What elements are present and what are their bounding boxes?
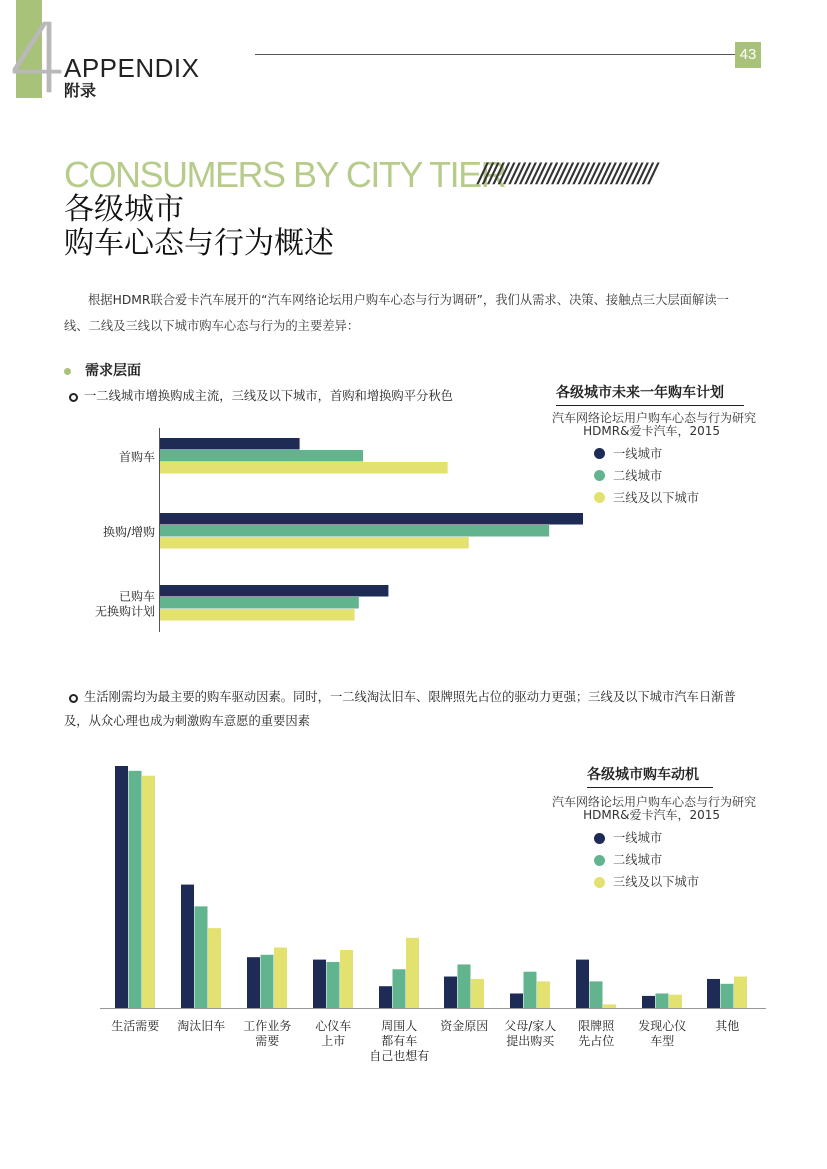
chart2-bar-4-0	[379, 986, 392, 1008]
chart1-legend-tier2: 二线城市	[613, 469, 663, 483]
chart2-bar-8-1	[656, 993, 669, 1008]
chinese-title-line1: 各级城市	[64, 192, 184, 227]
chart2-bar-9-1	[721, 984, 734, 1008]
chinese-title-line2: 购车心态与行为概述	[64, 226, 334, 261]
chart2-legend-tier2: 二线城市	[613, 853, 663, 867]
section-title: 需求层面	[85, 363, 141, 379]
chart2-category-label-5-0: 资金原因	[440, 1019, 489, 1033]
chart2-category-label-8-1: 车型	[650, 1034, 675, 1048]
chart2-bar-4-2	[406, 938, 419, 1008]
chart2-legend-dot-tier1	[594, 833, 605, 844]
chart2-legend-tier3: 三线及以下城市	[613, 875, 700, 889]
page-number: 43	[735, 42, 761, 68]
chart2-source-line2: HDMR&爱卡汽车，2015	[583, 808, 720, 822]
chart2-title: 各级城市购车动机	[587, 767, 699, 783]
appendix-label: APPENDIX	[64, 53, 200, 83]
chart1-bar-2-1	[160, 597, 359, 609]
chart1-legend-tier3: 三线及以下城市	[613, 491, 700, 505]
chart2-bar-9-2	[734, 977, 747, 1008]
chart2-category-label-7-1: 先占位	[578, 1034, 615, 1048]
chart2-category-label-2-1: 需要	[255, 1034, 280, 1048]
chart2-bar-3-1	[327, 962, 340, 1008]
title-slash-decoration: /////////////////////////////////	[478, 158, 655, 191]
chart2-bar-3-2	[340, 950, 353, 1008]
chart2-bar-2-0	[247, 957, 260, 1008]
chart1-category-label-0-0: 首购车	[118, 450, 155, 464]
chart2-bar-5-1	[458, 964, 471, 1008]
chart1-bar-1-0	[160, 513, 583, 525]
chart2-category-label-7-0: 限牌照	[578, 1019, 615, 1033]
intro-line1: 根据HDMR联合爱卡汽车展开的“汽车网络论坛用户购车心态与行为调研”，我们从需求、决策、接触点三大层面解读一	[88, 293, 729, 307]
chart2-legend-dot-tier3	[594, 877, 605, 888]
chart2-bar-2-2	[274, 948, 287, 1009]
chart1-bar-0-1	[160, 450, 363, 462]
chart1-source-line1: 汽车网络论坛用户购车心态与行为研究	[551, 411, 756, 425]
chart2-category-label-9-0: 其他	[715, 1019, 740, 1033]
chart2-bar-8-2	[669, 995, 682, 1008]
chart2-category-label-4-2: 自己也想有	[369, 1049, 430, 1063]
chart2-bar-3-0	[313, 960, 326, 1008]
chart2-bar-5-2	[471, 979, 484, 1008]
chart2-bar-9-0	[707, 979, 720, 1008]
chart1-bar-1-2	[160, 537, 469, 549]
chart2-category-label-4-0: 周围人	[381, 1019, 418, 1033]
chart2-bar-6-2	[537, 981, 550, 1008]
bullet2-ring-icon	[69, 694, 78, 703]
chart1-legend-tier1: 一线城市	[613, 447, 663, 461]
chart2-bar-5-0	[444, 977, 457, 1008]
chart1-category-label-2-0: 已购车	[118, 589, 155, 604]
chart2-bar-7-2	[603, 1004, 616, 1008]
chart1-source-line2: HDMR&爱卡汽车，2015	[583, 424, 720, 438]
chart2-bar-1-2	[208, 928, 221, 1008]
chart1-bar-0-0	[160, 438, 300, 450]
chart1-title: 各级城市未来一年购车计划	[556, 385, 724, 401]
chart2-legend-dot-tier2	[594, 855, 605, 866]
chart1-bar-0-2	[160, 462, 448, 474]
chart2-category-label-8-0: 发现心仪	[638, 1019, 687, 1033]
chart2-category-label-2-0: 工作业务	[243, 1019, 292, 1033]
chart2-bar-0-0	[115, 766, 128, 1008]
chart2-category-label-3-1: 上市	[321, 1034, 346, 1048]
chart2-source-line1: 汽车网络论坛用户购车心态与行为研究	[551, 795, 756, 809]
chart2-category-label-4-1: 都有车	[381, 1034, 418, 1048]
chart2-category-label-6-0: 父母/家人	[504, 1019, 557, 1033]
chart2-bar-7-1	[590, 981, 603, 1008]
bullet2-text-line2: 及，从众心理也成为刺激购车意愿的重要因素	[64, 714, 310, 728]
chart2-bar-4-1	[393, 969, 406, 1008]
chart2-bar-0-2	[142, 776, 155, 1008]
chart1-category-label-1-0: 换购/增购	[102, 525, 155, 539]
bullet1-text: 一二线城市增换购成主流，三线及以下城市，首购和增换购平分秋色	[84, 389, 453, 403]
chart2-category-label-1-0: 淘汰旧车	[177, 1019, 226, 1033]
chart2-bar-8-0	[642, 996, 655, 1008]
chart2-bar-0-1	[129, 771, 142, 1008]
chart2-bar-6-0	[510, 993, 523, 1008]
chart2-bar-6-1	[524, 972, 537, 1008]
chart2-category-label-3-0: 心仪车	[315, 1019, 352, 1033]
chart2-category-label-6-1: 提出购买	[506, 1034, 555, 1048]
chart2-bar-1-0	[181, 885, 194, 1008]
chart2-bar-1-1	[195, 906, 208, 1008]
chart2-category-label-0-0: 生活需要	[111, 1019, 160, 1033]
chart1-bar-2-2	[160, 609, 355, 621]
chapter-number: 4	[8, 3, 66, 115]
english-title: CONSUMERS BY CITY TIER	[64, 154, 506, 195]
chart1-bar-1-1	[160, 525, 549, 537]
bullet2-text-line1: 生活刚需均为最主要的购车驱动因素。同时，一二线淘汰旧车、限牌照先占位的驱动力更强；三线及以下城市汽车日渐普	[84, 690, 736, 704]
appendix-cn-label: 附录	[64, 81, 97, 100]
intro-line2: 线、二线及三线以下城市购车心态与行为的主要差异：	[64, 319, 360, 333]
chart1-bar-2-0	[160, 585, 388, 597]
chart1-category-label-2-1: 无换购计划	[94, 604, 155, 619]
chart2-bar-7-0	[576, 960, 589, 1008]
chart2-legend-tier1: 一线城市	[613, 831, 663, 845]
chart2-title-underline	[587, 787, 713, 788]
chart2-bar-2-1	[261, 955, 274, 1008]
